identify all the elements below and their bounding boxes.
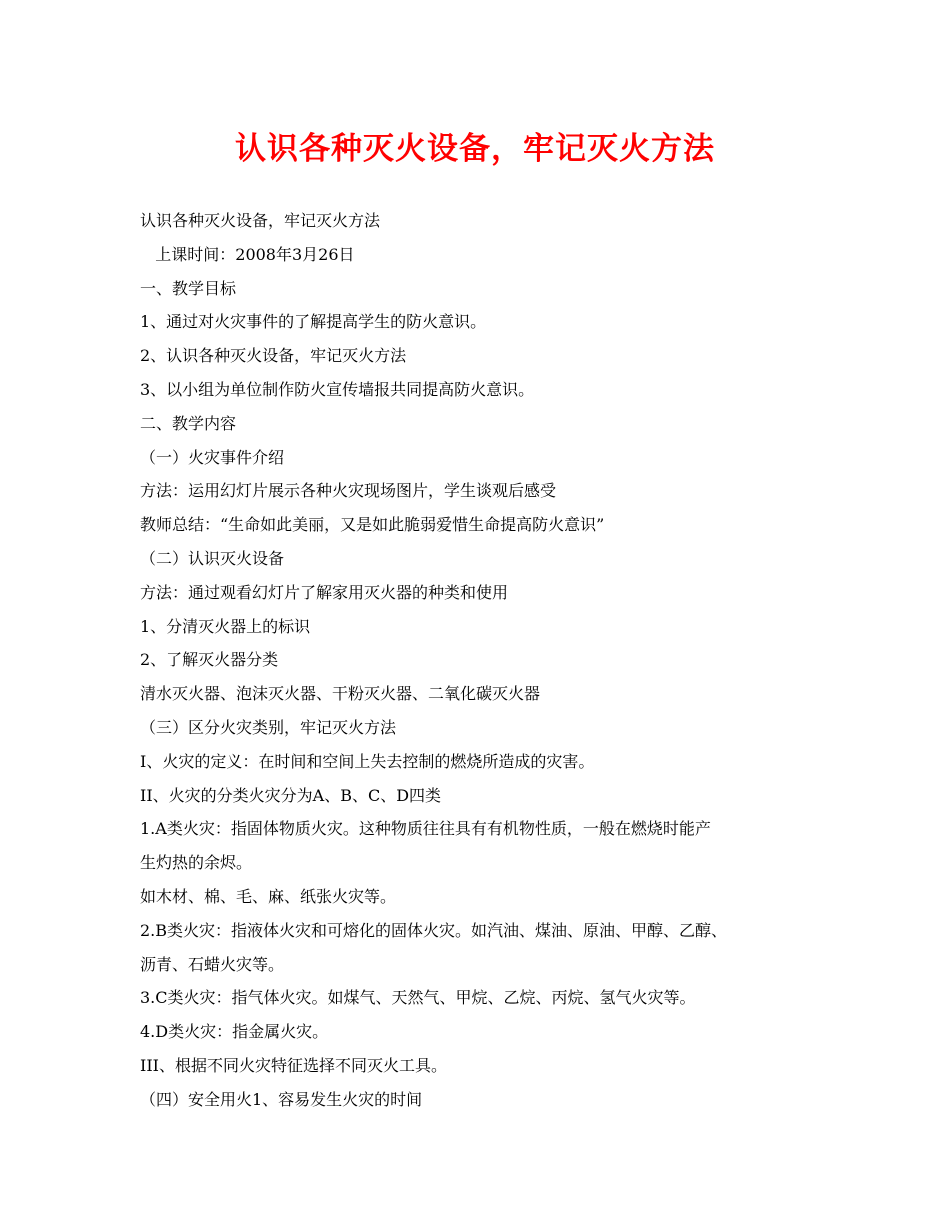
body-line: 上课时间：2008年3月26日 xyxy=(140,244,355,264)
body-line: （一）火灾事件介绍 xyxy=(140,447,285,467)
document-body xyxy=(140,204,830,1117)
body-line: 教师总结：“生命如此美丽，又是如此脆弱爱惜生命提高防火意识” xyxy=(140,515,605,535)
body-line: 清水灭火器、泡沫灭火器、干粉灭火器、二氧化碳灭火器 xyxy=(140,684,541,704)
body-line: 如木材、棉、毛、麻、纸张火灾等。 xyxy=(140,886,397,906)
body-line: 1、分清灭火器上的标识 xyxy=(140,616,311,636)
body-line: 2.B类火灾：指液体火灾和可熔化的固体火灾。如汽油、煤油、原油、甲醇、乙醇、 xyxy=(140,920,728,940)
body-line: （四）安全用火1、容易发生火灾的时间 xyxy=(140,1089,423,1109)
body-line: III、根据不同火灾特征选择不同灭火工具。 xyxy=(140,1055,447,1075)
body-line: 认识各种灭火设备，牢记灭火方法 xyxy=(140,211,381,230)
body-line: 3.C类火灾：指气体火灾。如煤气、天然气、甲烷、乙烷、丙烷、氢气火灾等。 xyxy=(140,988,696,1008)
body-line: 生灼热的余烬。 xyxy=(140,853,253,873)
body-line: 3、以小组为单位制作防火宣传墙报共同提高防火意识。 xyxy=(140,379,535,399)
body-line: （二）认识灭火设备 xyxy=(140,548,285,568)
body-line: 二、教学内容 xyxy=(140,413,237,433)
body-line: II、火灾的分类火灾分为A、B、C、D四类 xyxy=(140,785,442,805)
body-line: 1.A类火灾：指固体物质火灾。这种物质往往具有有机物性质，一般在燃烧时能产 xyxy=(140,819,711,839)
body-line: （三）区分火灾类别，牢记灭火方法 xyxy=(140,717,397,737)
body-line: 沥青、石蜡火灾等。 xyxy=(140,954,285,974)
body-line: 2、认识各种灭火设备，牢记灭火方法 xyxy=(140,346,407,366)
body-line: 一、教学目标 xyxy=(140,278,237,298)
body-line: 方法：通过观看幻灯片了解家用灭火器的种类和使用 xyxy=(140,582,509,602)
document-title: 认识各种灭火设备，牢记灭火方法 xyxy=(235,131,715,167)
body-line: 4.D类火灾：指金属火灾。 xyxy=(140,1022,329,1042)
body-line: 方法：运用幻灯片展示各种火灾现场图片，学生谈观后感受 xyxy=(140,481,557,501)
body-line: 2、了解灭火器分类 xyxy=(140,650,279,670)
body-line: 1、通过对火灾事件的了解提高学生的防火意识。 xyxy=(140,312,487,332)
body-line: I、火灾的定义：在时间和空间上失去控制的燃烧所造成的灾害。 xyxy=(140,751,595,771)
